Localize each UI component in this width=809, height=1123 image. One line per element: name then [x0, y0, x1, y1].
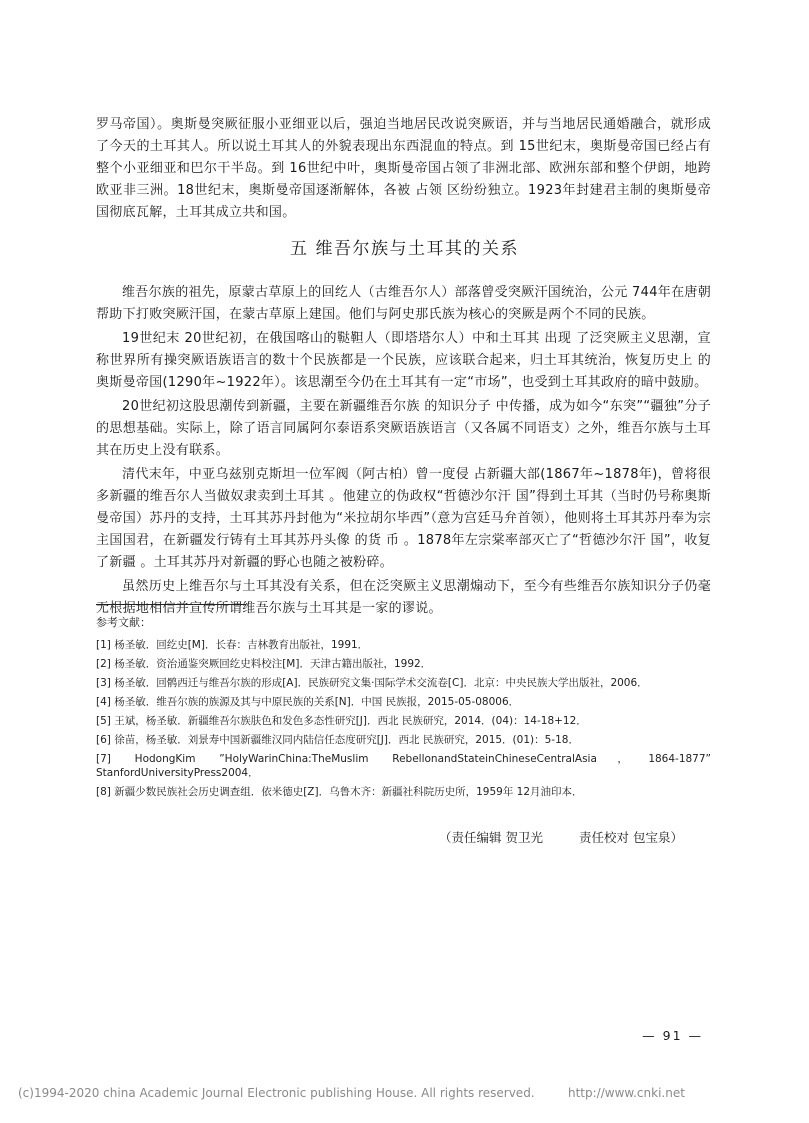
page-number: — 91 —	[642, 1028, 703, 1043]
reference-item-3: [3] 杨圣敏．回鹘西迁与维吾尔族的形成[A]．民族研究文集·国际学术交流卷[C]．北京：中央民族大学出版社，2006．	[96, 677, 648, 689]
copyright-notice: (c)1994-2020 china Academic Journal Electronic publishing House. All rights reserved.	[18, 1086, 535, 1100]
section-title: 五 维吾尔族与土耳其的关系	[290, 239, 519, 259]
reference-item-2: [2] 杨圣敏．资治通鉴突厥回纥史料校注[M]．天津古籍出版社，1992．	[96, 658, 432, 670]
responsible-editor: （责任编辑 贺卫光	[439, 830, 544, 845]
section-paragraph-1: 维吾尔族的祖先，原蒙古草原上的回纥人（古维吾尔人）部落曾受突厥汗国统治，公元 744年在唐朝帮助下打败突厥汗国，在蒙古草原上建国。他们与阿史那氏族为核心的突厥是两个不同的民族。	[96, 285, 711, 322]
references-heading: 参考文献：	[96, 616, 151, 629]
reference-item-5: [5] 王斌，杨圣敏．新疆维吾尔族肤色和发色多态性研究[J]．西北 民族研究，2014．(04)：14-18+12．	[96, 715, 587, 727]
reference-item-4: [4] 杨圣敏．维吾尔族的族源及其与中原民族的关系[N]．中国 民族报，2015-05-08006．	[96, 696, 520, 708]
section-paragraph-3: 20世纪初这股思潮传到新疆，主要在新疆维吾尔族 的知识分子 中传播，成为如今“东突”“疆独”分子的思想基础。实际上，除了语言同属阿尔泰语系突厥语族语言（又各属不同语支）之外，维吾尔族与土耳其在历史上没有联系。	[96, 399, 711, 458]
footnote-divider	[96, 604, 246, 605]
section-paragraph-4: 清代末年，中亚乌兹别克斯坦一位军阀（阿古柏）曾一度侵 占新疆大部(1867年~1878年)，曾将很多新疆的维吾尔人当做奴隶卖到土耳其 。他建立的伪政权“哲德沙尔汗 国”得到土耳其（当时仍号称奥斯曼帝国）苏丹的支持，土耳其苏丹封他为“米拉胡尔毕西”（意为宫廷马弁首领），他则将土耳其苏丹奉为宗主国国君，在新疆发行铸有土耳其苏丹头像 的货 币 。1878年左宗棠率部灭亡了“哲德沙尔汗 国”，收复了新疆 。土耳其苏丹对新疆的野心也随之被粉碎。	[96, 467, 711, 570]
reference-item-7: [7] HodongKim ”HolyWarinChina:TheMuslim RebellonandStateinChineseCentralAsia，1864-1877” StanfordUniversityPress2004．	[96, 753, 711, 779]
section-paragraph-5: 虽然历史上维吾尔与土耳其没有关系，但在泛突厥主义思潮煽动下，至今有些维吾尔族知识分子仍毫无根据地相信并宣传所谓维吾尔族与土耳其是一家的谬说。	[96, 579, 711, 616]
section-paragraph-2: 19世纪末 20世纪初，在俄国喀山的鞑靼人（即塔塔尔人）中和土耳其 出现 了泛突厥主义思潮，宣称世界所有操突厥语族语言的数十个民族都是一个民族，应该联合起来，归土耳其统治，恢复历史上 的奥斯曼帝国(1290年~1922年）。该思潮至今仍在土耳其有一定“市场”，也受到土耳其政府的暗中鼓励。	[96, 331, 711, 390]
source-url: http://www.cnki.net	[568, 1086, 685, 1100]
references-list	[96, 616, 711, 804]
reference-item-6: [6] 徐苗，杨圣敏．刘景寿中国新疆维汉同内陆信任态度研究[J]．西北 民族研究，2015．(01)：5-18．	[96, 734, 579, 746]
reference-item-8: [8] 新疆少数民族社会历史调查组．依米德史[Z]．乌鲁木齐：新疆社科院历史所，1959年 12月油印本．	[96, 786, 583, 798]
editor-credits	[439, 828, 683, 846]
reference-item-1: [1] 杨圣敏．回纥史[M]．长春：吉林教育出版社，1991．	[96, 639, 369, 651]
intro-paragraph: 罗马帝国）。奥斯曼突厥征服小亚细亚以后，强迫当地居民改说突厥语，并与当地居民通婚融合，就形成了今天的土耳其人。所以说土耳其人的外貌表现出东西混血的特点。到 15世纪末，奥斯曼帝国已经占有整个小亚细亚和巴尔干半岛。到 16世纪中叶，奥斯曼帝国占领了非洲北部、欧洲东部和整个伊朗，地跨欧亚非三洲。18世纪末，奥斯曼帝国逐渐解体，各被 占领 区纷纷独立。1923年封建君主制的奥斯曼帝国彻底瓦解，土耳其成立共和国。	[96, 117, 711, 220]
intro-paragraph-block	[96, 114, 711, 224]
responsible-proofreader: 责任校对 包宝泉）	[579, 830, 683, 845]
section-body	[96, 282, 711, 622]
